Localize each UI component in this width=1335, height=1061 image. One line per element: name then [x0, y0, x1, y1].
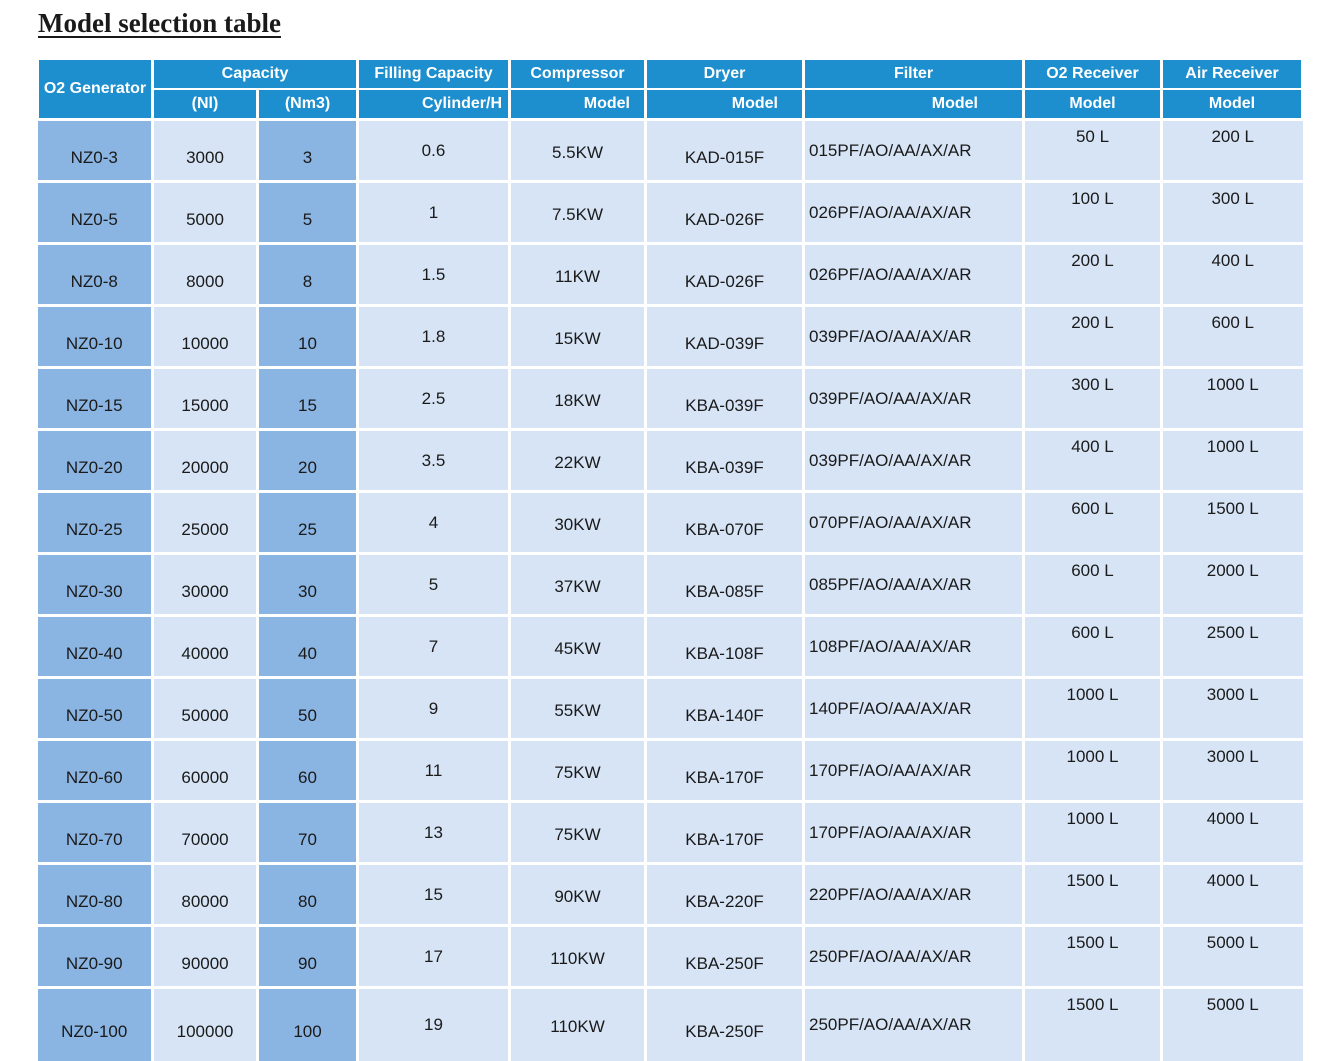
dryer-cell: KBA-039F	[646, 368, 804, 430]
capacity-nl-cell: 40000	[153, 616, 258, 678]
filter-cell: 026PF/AO/AA/AX/AR	[804, 182, 1024, 244]
table-row	[38, 864, 1303, 926]
header-air-receiver: Air Receiver	[1162, 60, 1303, 89]
air-receiver-cell: 4000 L	[1162, 802, 1303, 864]
filter-cell: 039PF/AO/AA/AX/AR	[804, 430, 1024, 492]
filter-cell: 170PF/AO/AA/AX/AR	[804, 802, 1024, 864]
filter-cell: 250PF/AO/AA/AX/AR	[804, 988, 1024, 1061]
capacity-nl-cell: 8000	[153, 244, 258, 306]
capacity-nl-cell: 90000	[153, 926, 258, 988]
model-selection-table	[36, 60, 1304, 1061]
capacity-nm3-cell: 80	[258, 864, 358, 926]
header-capacity-nl: (Nl)	[153, 89, 258, 120]
capacity-nl-cell: 10000	[153, 306, 258, 368]
generator-cell: NZ0-80	[38, 864, 153, 926]
generator-cell: NZ0-100	[38, 988, 153, 1061]
filling-cell: 11	[358, 740, 510, 802]
o2-receiver-cell: 1000 L	[1024, 802, 1162, 864]
compressor-cell: 37KW	[510, 554, 646, 616]
dryer-cell: KBA-250F	[646, 988, 804, 1061]
compressor-cell: 15KW	[510, 306, 646, 368]
table-row	[38, 678, 1303, 740]
filter-cell: 085PF/AO/AA/AX/AR	[804, 554, 1024, 616]
dryer-cell: KBA-085F	[646, 554, 804, 616]
header-filter: Filter	[804, 60, 1024, 89]
compressor-cell: 55KW	[510, 678, 646, 740]
filter-cell: 015PF/AO/AA/AX/AR	[804, 120, 1024, 182]
air-receiver-cell: 4000 L	[1162, 864, 1303, 926]
table-row	[38, 616, 1303, 678]
o2-receiver-cell: 1500 L	[1024, 988, 1162, 1061]
dryer-cell: KAD-026F	[646, 182, 804, 244]
capacity-nm3-cell: 20	[258, 430, 358, 492]
header-air-receiver-sub: Model	[1162, 89, 1303, 120]
compressor-cell: 11KW	[510, 244, 646, 306]
o2-receiver-cell: 50 L	[1024, 120, 1162, 182]
capacity-nm3-cell: 15	[258, 368, 358, 430]
table-row	[38, 182, 1303, 244]
dryer-cell: KBA-140F	[646, 678, 804, 740]
dryer-cell: KAD-026F	[646, 244, 804, 306]
capacity-nl-cell: 100000	[153, 988, 258, 1061]
header-capacity-nm3: (Nm3)	[258, 89, 358, 120]
capacity-nl-cell: 3000	[153, 120, 258, 182]
air-receiver-cell: 400 L	[1162, 244, 1303, 306]
capacity-nm3-cell: 3	[258, 120, 358, 182]
table-row	[38, 926, 1303, 988]
dryer-cell: KBA-108F	[646, 616, 804, 678]
table-row	[38, 244, 1303, 306]
header-row-1	[38, 60, 1303, 89]
air-receiver-cell: 1000 L	[1162, 430, 1303, 492]
o2-receiver-cell: 1000 L	[1024, 678, 1162, 740]
filling-cell: 5	[358, 554, 510, 616]
generator-cell: NZ0-20	[38, 430, 153, 492]
capacity-nm3-cell: 50	[258, 678, 358, 740]
filling-cell: 4	[358, 492, 510, 554]
dryer-cell: KAD-015F	[646, 120, 804, 182]
filter-cell: 039PF/AO/AA/AX/AR	[804, 306, 1024, 368]
air-receiver-cell: 3000 L	[1162, 678, 1303, 740]
header-compressor-sub: Model	[510, 89, 646, 120]
generator-cell: NZ0-15	[38, 368, 153, 430]
header-filter-sub: Model	[804, 89, 1024, 120]
compressor-cell: 18KW	[510, 368, 646, 430]
capacity-nm3-cell: 10	[258, 306, 358, 368]
capacity-nm3-cell: 8	[258, 244, 358, 306]
dryer-cell: KBA-070F	[646, 492, 804, 554]
header-row-2	[38, 89, 1303, 120]
dryer-cell: KBA-170F	[646, 802, 804, 864]
air-receiver-cell: 200 L	[1162, 120, 1303, 182]
filling-cell: 13	[358, 802, 510, 864]
air-receiver-cell: 1000 L	[1162, 368, 1303, 430]
capacity-nl-cell: 30000	[153, 554, 258, 616]
o2-receiver-cell: 1500 L	[1024, 864, 1162, 926]
compressor-cell: 30KW	[510, 492, 646, 554]
capacity-nl-cell: 20000	[153, 430, 258, 492]
header-capacity: Capacity	[153, 60, 358, 89]
capacity-nl-cell: 15000	[153, 368, 258, 430]
filling-cell: 1.5	[358, 244, 510, 306]
table-row	[38, 740, 1303, 802]
generator-cell: NZ0-10	[38, 306, 153, 368]
generator-cell: NZ0-90	[38, 926, 153, 988]
table-row	[38, 988, 1303, 1061]
filter-cell: 026PF/AO/AA/AX/AR	[804, 244, 1024, 306]
generator-cell: NZ0-5	[38, 182, 153, 244]
page-title: Model selection table	[38, 8, 281, 39]
generator-cell: NZ0-3	[38, 120, 153, 182]
compressor-cell: 22KW	[510, 430, 646, 492]
compressor-cell: 75KW	[510, 802, 646, 864]
filling-cell: 1	[358, 182, 510, 244]
filling-cell: 15	[358, 864, 510, 926]
filling-cell: 0.6	[358, 120, 510, 182]
header-generator: O2 Generator	[38, 60, 153, 120]
filling-cell: 3.5	[358, 430, 510, 492]
capacity-nm3-cell: 70	[258, 802, 358, 864]
generator-cell: NZ0-8	[38, 244, 153, 306]
header-dryer: Dryer	[646, 60, 804, 89]
o2-receiver-cell: 1500 L	[1024, 926, 1162, 988]
o2-receiver-cell: 600 L	[1024, 554, 1162, 616]
capacity-nl-cell: 5000	[153, 182, 258, 244]
capacity-nm3-cell: 90	[258, 926, 358, 988]
compressor-cell: 90KW	[510, 864, 646, 926]
compressor-cell: 7.5KW	[510, 182, 646, 244]
filling-cell: 7	[358, 616, 510, 678]
generator-cell: NZ0-40	[38, 616, 153, 678]
capacity-nl-cell: 25000	[153, 492, 258, 554]
capacity-nl-cell: 50000	[153, 678, 258, 740]
capacity-nm3-cell: 100	[258, 988, 358, 1061]
table-row	[38, 802, 1303, 864]
header-o2-receiver: O2 Receiver	[1024, 60, 1162, 89]
o2-receiver-cell: 300 L	[1024, 368, 1162, 430]
header-compressor: Compressor	[510, 60, 646, 89]
capacity-nl-cell: 70000	[153, 802, 258, 864]
o2-receiver-cell: 400 L	[1024, 430, 1162, 492]
capacity-nl-cell: 60000	[153, 740, 258, 802]
capacity-nm3-cell: 25	[258, 492, 358, 554]
o2-receiver-cell: 100 L	[1024, 182, 1162, 244]
table-row	[38, 120, 1303, 182]
generator-cell: NZ0-60	[38, 740, 153, 802]
capacity-nm3-cell: 40	[258, 616, 358, 678]
header-dryer-sub: Model	[646, 89, 804, 120]
air-receiver-cell: 300 L	[1162, 182, 1303, 244]
compressor-cell: 110KW	[510, 988, 646, 1061]
table-row	[38, 492, 1303, 554]
filling-cell: 2.5	[358, 368, 510, 430]
generator-cell: NZ0-50	[38, 678, 153, 740]
o2-receiver-cell: 600 L	[1024, 492, 1162, 554]
generator-cell: NZ0-30	[38, 554, 153, 616]
dryer-cell: KBA-250F	[646, 926, 804, 988]
capacity-nm3-cell: 30	[258, 554, 358, 616]
o2-receiver-cell: 200 L	[1024, 244, 1162, 306]
compressor-cell: 45KW	[510, 616, 646, 678]
o2-receiver-cell: 1000 L	[1024, 740, 1162, 802]
filter-cell: 140PF/AO/AA/AX/AR	[804, 678, 1024, 740]
dryer-cell: KBA-039F	[646, 430, 804, 492]
dryer-cell: KAD-039F	[646, 306, 804, 368]
compressor-cell: 5.5KW	[510, 120, 646, 182]
dryer-cell: KBA-220F	[646, 864, 804, 926]
filter-cell: 108PF/AO/AA/AX/AR	[804, 616, 1024, 678]
filling-cell: 1.8	[358, 306, 510, 368]
o2-receiver-cell: 200 L	[1024, 306, 1162, 368]
filling-cell: 9	[358, 678, 510, 740]
air-receiver-cell: 5000 L	[1162, 926, 1303, 988]
air-receiver-cell: 3000 L	[1162, 740, 1303, 802]
filter-cell: 220PF/AO/AA/AX/AR	[804, 864, 1024, 926]
capacity-nl-cell: 80000	[153, 864, 258, 926]
dryer-cell: KBA-170F	[646, 740, 804, 802]
filling-cell: 17	[358, 926, 510, 988]
air-receiver-cell: 2500 L	[1162, 616, 1303, 678]
header-o2-receiver-sub: Model	[1024, 89, 1162, 120]
header-filling-sub: Cylinder/H	[358, 89, 510, 120]
compressor-cell: 110KW	[510, 926, 646, 988]
air-receiver-cell: 1500 L	[1162, 492, 1303, 554]
filter-cell: 170PF/AO/AA/AX/AR	[804, 740, 1024, 802]
header-filling: Filling Capacity	[358, 60, 510, 89]
capacity-nm3-cell: 5	[258, 182, 358, 244]
capacity-nm3-cell: 60	[258, 740, 358, 802]
filter-cell: 250PF/AO/AA/AX/AR	[804, 926, 1024, 988]
air-receiver-cell: 5000 L	[1162, 988, 1303, 1061]
generator-cell: NZ0-70	[38, 802, 153, 864]
compressor-cell: 75KW	[510, 740, 646, 802]
filling-cell: 19	[358, 988, 510, 1061]
air-receiver-cell: 600 L	[1162, 306, 1303, 368]
generator-cell: NZ0-25	[38, 492, 153, 554]
filter-cell: 039PF/AO/AA/AX/AR	[804, 368, 1024, 430]
air-receiver-cell: 2000 L	[1162, 554, 1303, 616]
table-row	[38, 306, 1303, 368]
table-row	[38, 430, 1303, 492]
filter-cell: 070PF/AO/AA/AX/AR	[804, 492, 1024, 554]
table-row	[38, 554, 1303, 616]
table-row	[38, 368, 1303, 430]
o2-receiver-cell: 600 L	[1024, 616, 1162, 678]
